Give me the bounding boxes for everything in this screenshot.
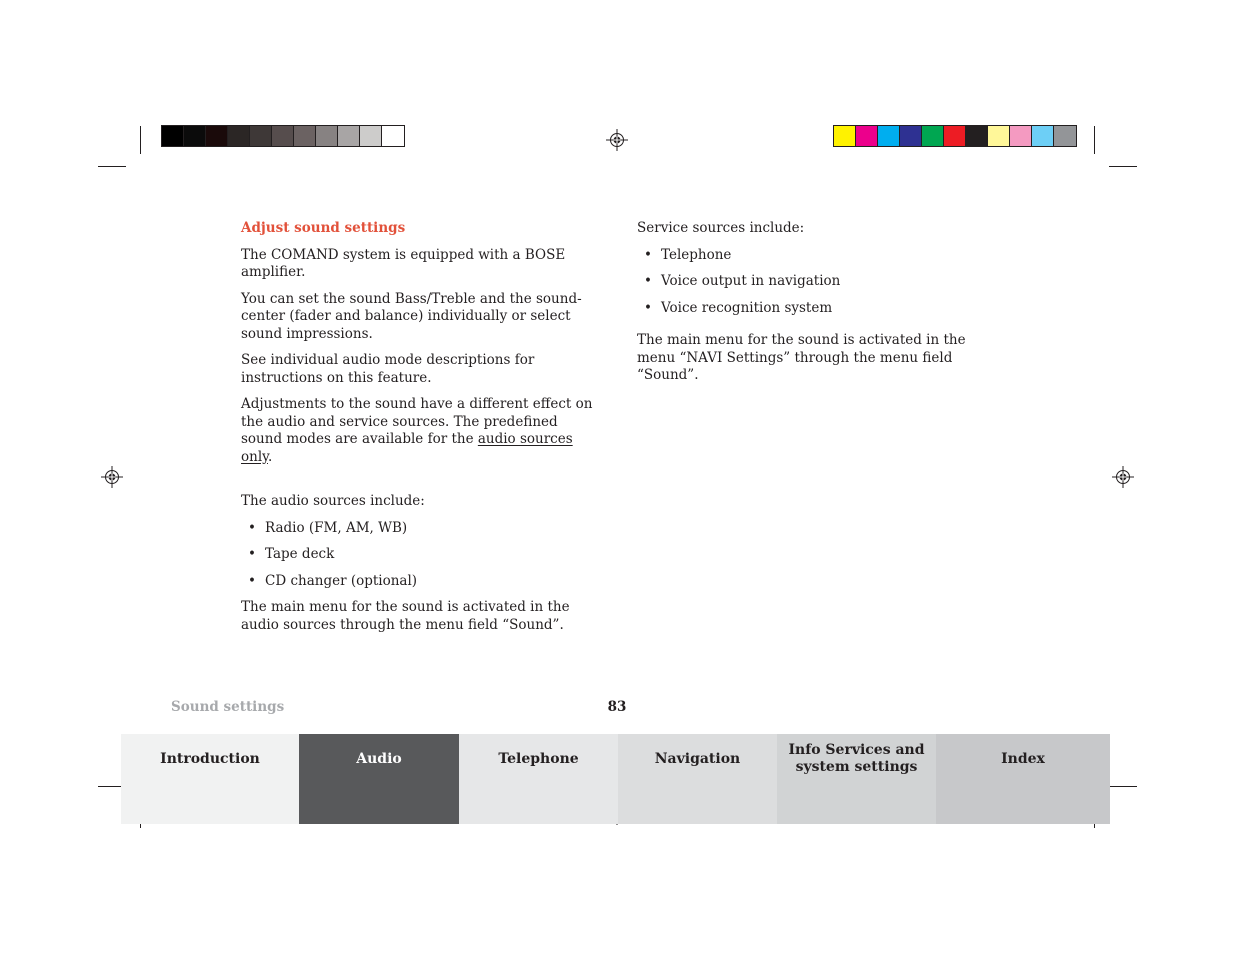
crop-mark	[1094, 126, 1095, 154]
color-swatch	[316, 126, 338, 146]
tab-label: Introduction	[160, 750, 260, 767]
audio-sources-intro: The audio sources include:	[241, 493, 425, 509]
tab-label: Index	[1001, 750, 1045, 767]
registration-mark-icon	[101, 466, 123, 488]
color-swatch	[184, 126, 206, 146]
crop-mark	[98, 166, 126, 167]
paragraph: Adjustments to the sound have a different effect on the audio and service sources. The predefined sound modes are available for the audio sources only.	[241, 396, 593, 465]
underlined-text: audio sources only	[241, 431, 573, 465]
grayscale-color-bar	[161, 125, 405, 147]
color-swatch	[1054, 126, 1076, 146]
tab-telephone[interactable]	[459, 734, 618, 824]
tab-index[interactable]	[936, 734, 1110, 824]
color-swatch	[856, 126, 878, 146]
list-item: • Radio (FM, AM, WB)	[241, 520, 603, 538]
registration-mark-icon	[606, 129, 628, 151]
color-swatch	[900, 126, 922, 146]
footer-section-label: Sound settings	[171, 699, 285, 715]
color-swatch	[162, 126, 184, 146]
color-swatch	[878, 126, 900, 146]
page-number: 83	[607, 699, 627, 715]
paragraph: The COMAND system is equipped with a BOSE amplifier.	[241, 246, 566, 280]
process-color-bar	[833, 125, 1077, 147]
chapter-tab-bar	[121, 734, 1110, 824]
section-heading: Adjust sound settings	[241, 220, 406, 236]
color-swatch	[228, 126, 250, 146]
list-item: • Voice recognition system	[637, 300, 999, 318]
tab-audio[interactable]	[299, 734, 459, 824]
tab-info-services[interactable]	[777, 734, 936, 824]
color-swatch	[1010, 126, 1032, 146]
tab-navigation[interactable]	[618, 734, 777, 824]
color-swatch	[250, 126, 272, 146]
color-swatch	[834, 126, 856, 146]
list-item: • Tape deck	[241, 546, 603, 564]
list-item: • CD changer (optional)	[241, 573, 603, 591]
service-sources-list	[637, 247, 999, 318]
tab-label: Info Services and system settings	[788, 742, 925, 775]
registration-mark-icon	[1112, 466, 1134, 488]
color-swatch	[966, 126, 988, 146]
color-swatch	[382, 126, 404, 146]
color-swatch	[294, 126, 316, 146]
crop-mark	[1109, 786, 1137, 787]
tab-label: Telephone	[498, 750, 579, 767]
right-column	[637, 220, 999, 394]
tab-label: Audio	[356, 750, 402, 767]
color-swatch	[206, 126, 228, 146]
left-column	[241, 220, 603, 643]
color-swatch	[922, 126, 944, 146]
color-swatch	[272, 126, 294, 146]
color-swatch	[1032, 126, 1054, 146]
color-swatch	[360, 126, 382, 146]
paragraph: See individual audio mode descriptions for instructions on this feature.	[241, 352, 535, 386]
paragraph: The main menu for the sound is activated in the menu “NAVI Settings” through the menu field “Sound”.	[637, 332, 966, 383]
crop-mark	[140, 126, 141, 154]
tab-label: Navigation	[654, 750, 741, 767]
service-sources-intro: Service sources include:	[637, 220, 805, 236]
paragraph: You can set the sound Bass/Treble and the sound-center (fader and balance) individually or select sound impressions.	[241, 290, 582, 342]
list-item: • Telephone	[637, 247, 999, 265]
tab-introduction[interactable]	[121, 734, 299, 824]
color-swatch	[944, 126, 966, 146]
color-swatch	[338, 126, 360, 146]
color-swatch	[988, 126, 1010, 146]
list-item: • Voice output in navigation	[637, 273, 999, 291]
audio-sources-list	[241, 520, 603, 591]
paragraph: The main menu for the sound is activated in the audio sources through the menu field “Sound”.	[241, 599, 570, 633]
crop-mark	[1109, 166, 1137, 167]
